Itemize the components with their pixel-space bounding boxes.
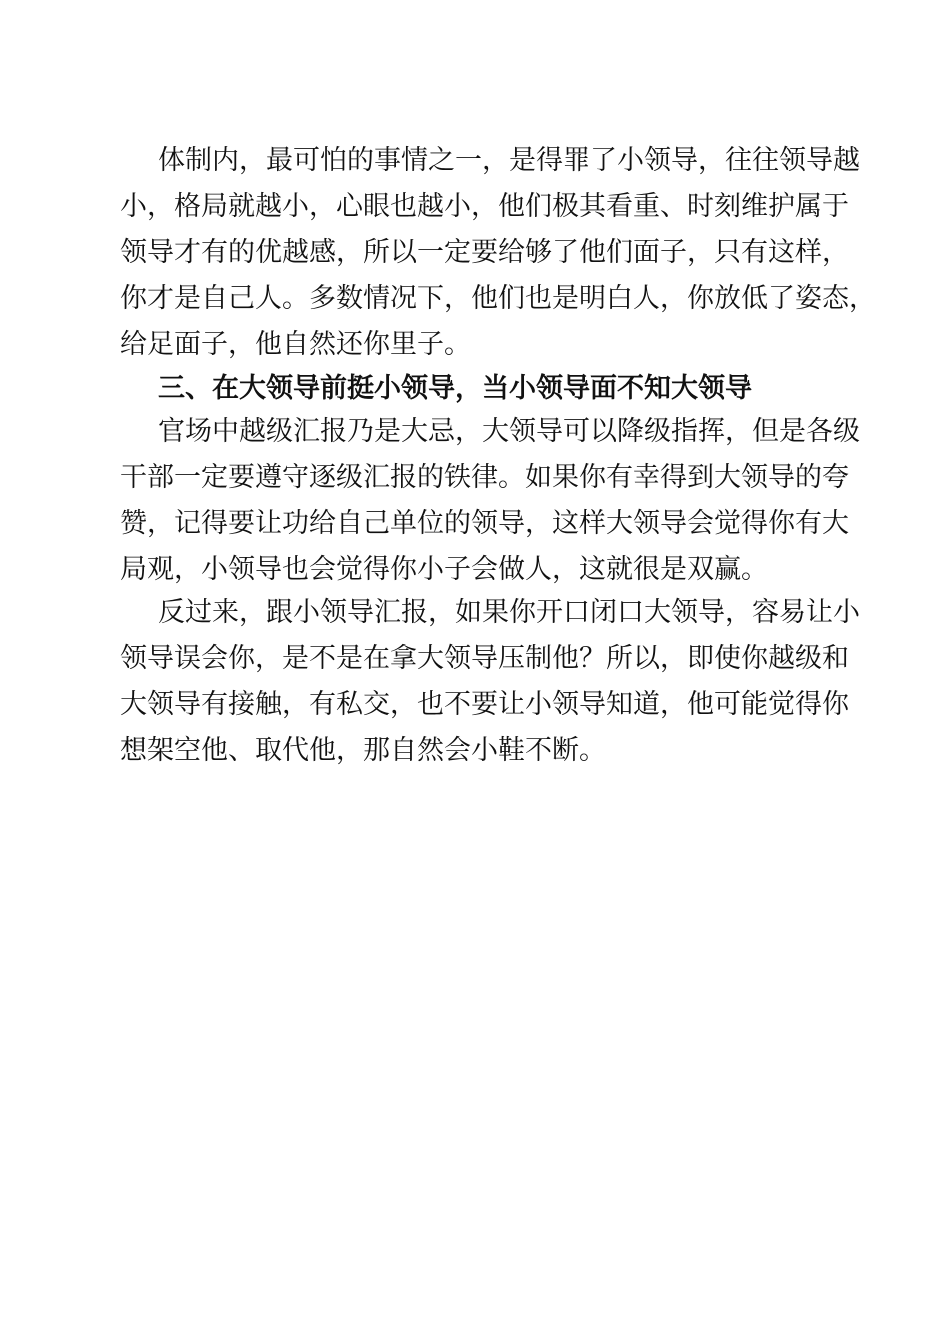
- paragraph-1-line-1: 体制内，最可怕的事情之一，是得罪了小领导，往往领导越: [158, 145, 860, 176]
- paragraph-1-line-2: 小，格局就越小，心眼也越小，他们极其看重、时刻维护属于: [120, 191, 849, 222]
- paragraph-1-line-3: 领导才有的优越感，所以一定要给够了他们面子，只有这样，: [120, 237, 849, 268]
- paragraph-3-line-4: 想架空他、取代他，那自然会小鞋不断。: [120, 735, 606, 766]
- paragraph-2-line-2: 干部一定要遵守逐级汇报的铁律。如果你有幸得到大领导的夸: [120, 462, 849, 493]
- paragraph-3-line-2: 领导误会你，是不是在拿大领导压制他？所以，即使你越级和: [120, 643, 849, 674]
- paragraph-3-line-3: 大领导有接触，有私交，也不要让小领导知道，他可能觉得你: [120, 689, 849, 720]
- paragraph-2-line-1: 官场中越级汇报乃是大忌，大领导可以降级指挥，但是各级: [158, 416, 860, 447]
- paragraph-3-line-1: 反过来，跟小领导汇报，如果你开口闭口大领导，容易让小: [158, 597, 860, 628]
- paragraph-2-line-3: 赞，记得要让功给自己单位的领导，这样大领导会觉得你有大: [120, 508, 849, 539]
- section-heading: 三、在大领导前挺小领导，当小领导面不知大领导: [158, 373, 752, 404]
- paragraph-2-line-4: 局观，小领导也会觉得你小子会做人，这就很是双赢。: [120, 554, 768, 585]
- paragraph-1-line-5: 给足面子，他自然还你里子。: [120, 329, 471, 360]
- paragraph-1-line-4: 你才是自己人。多数情况下，他们也是明白人，你放低了姿态，: [120, 283, 876, 314]
